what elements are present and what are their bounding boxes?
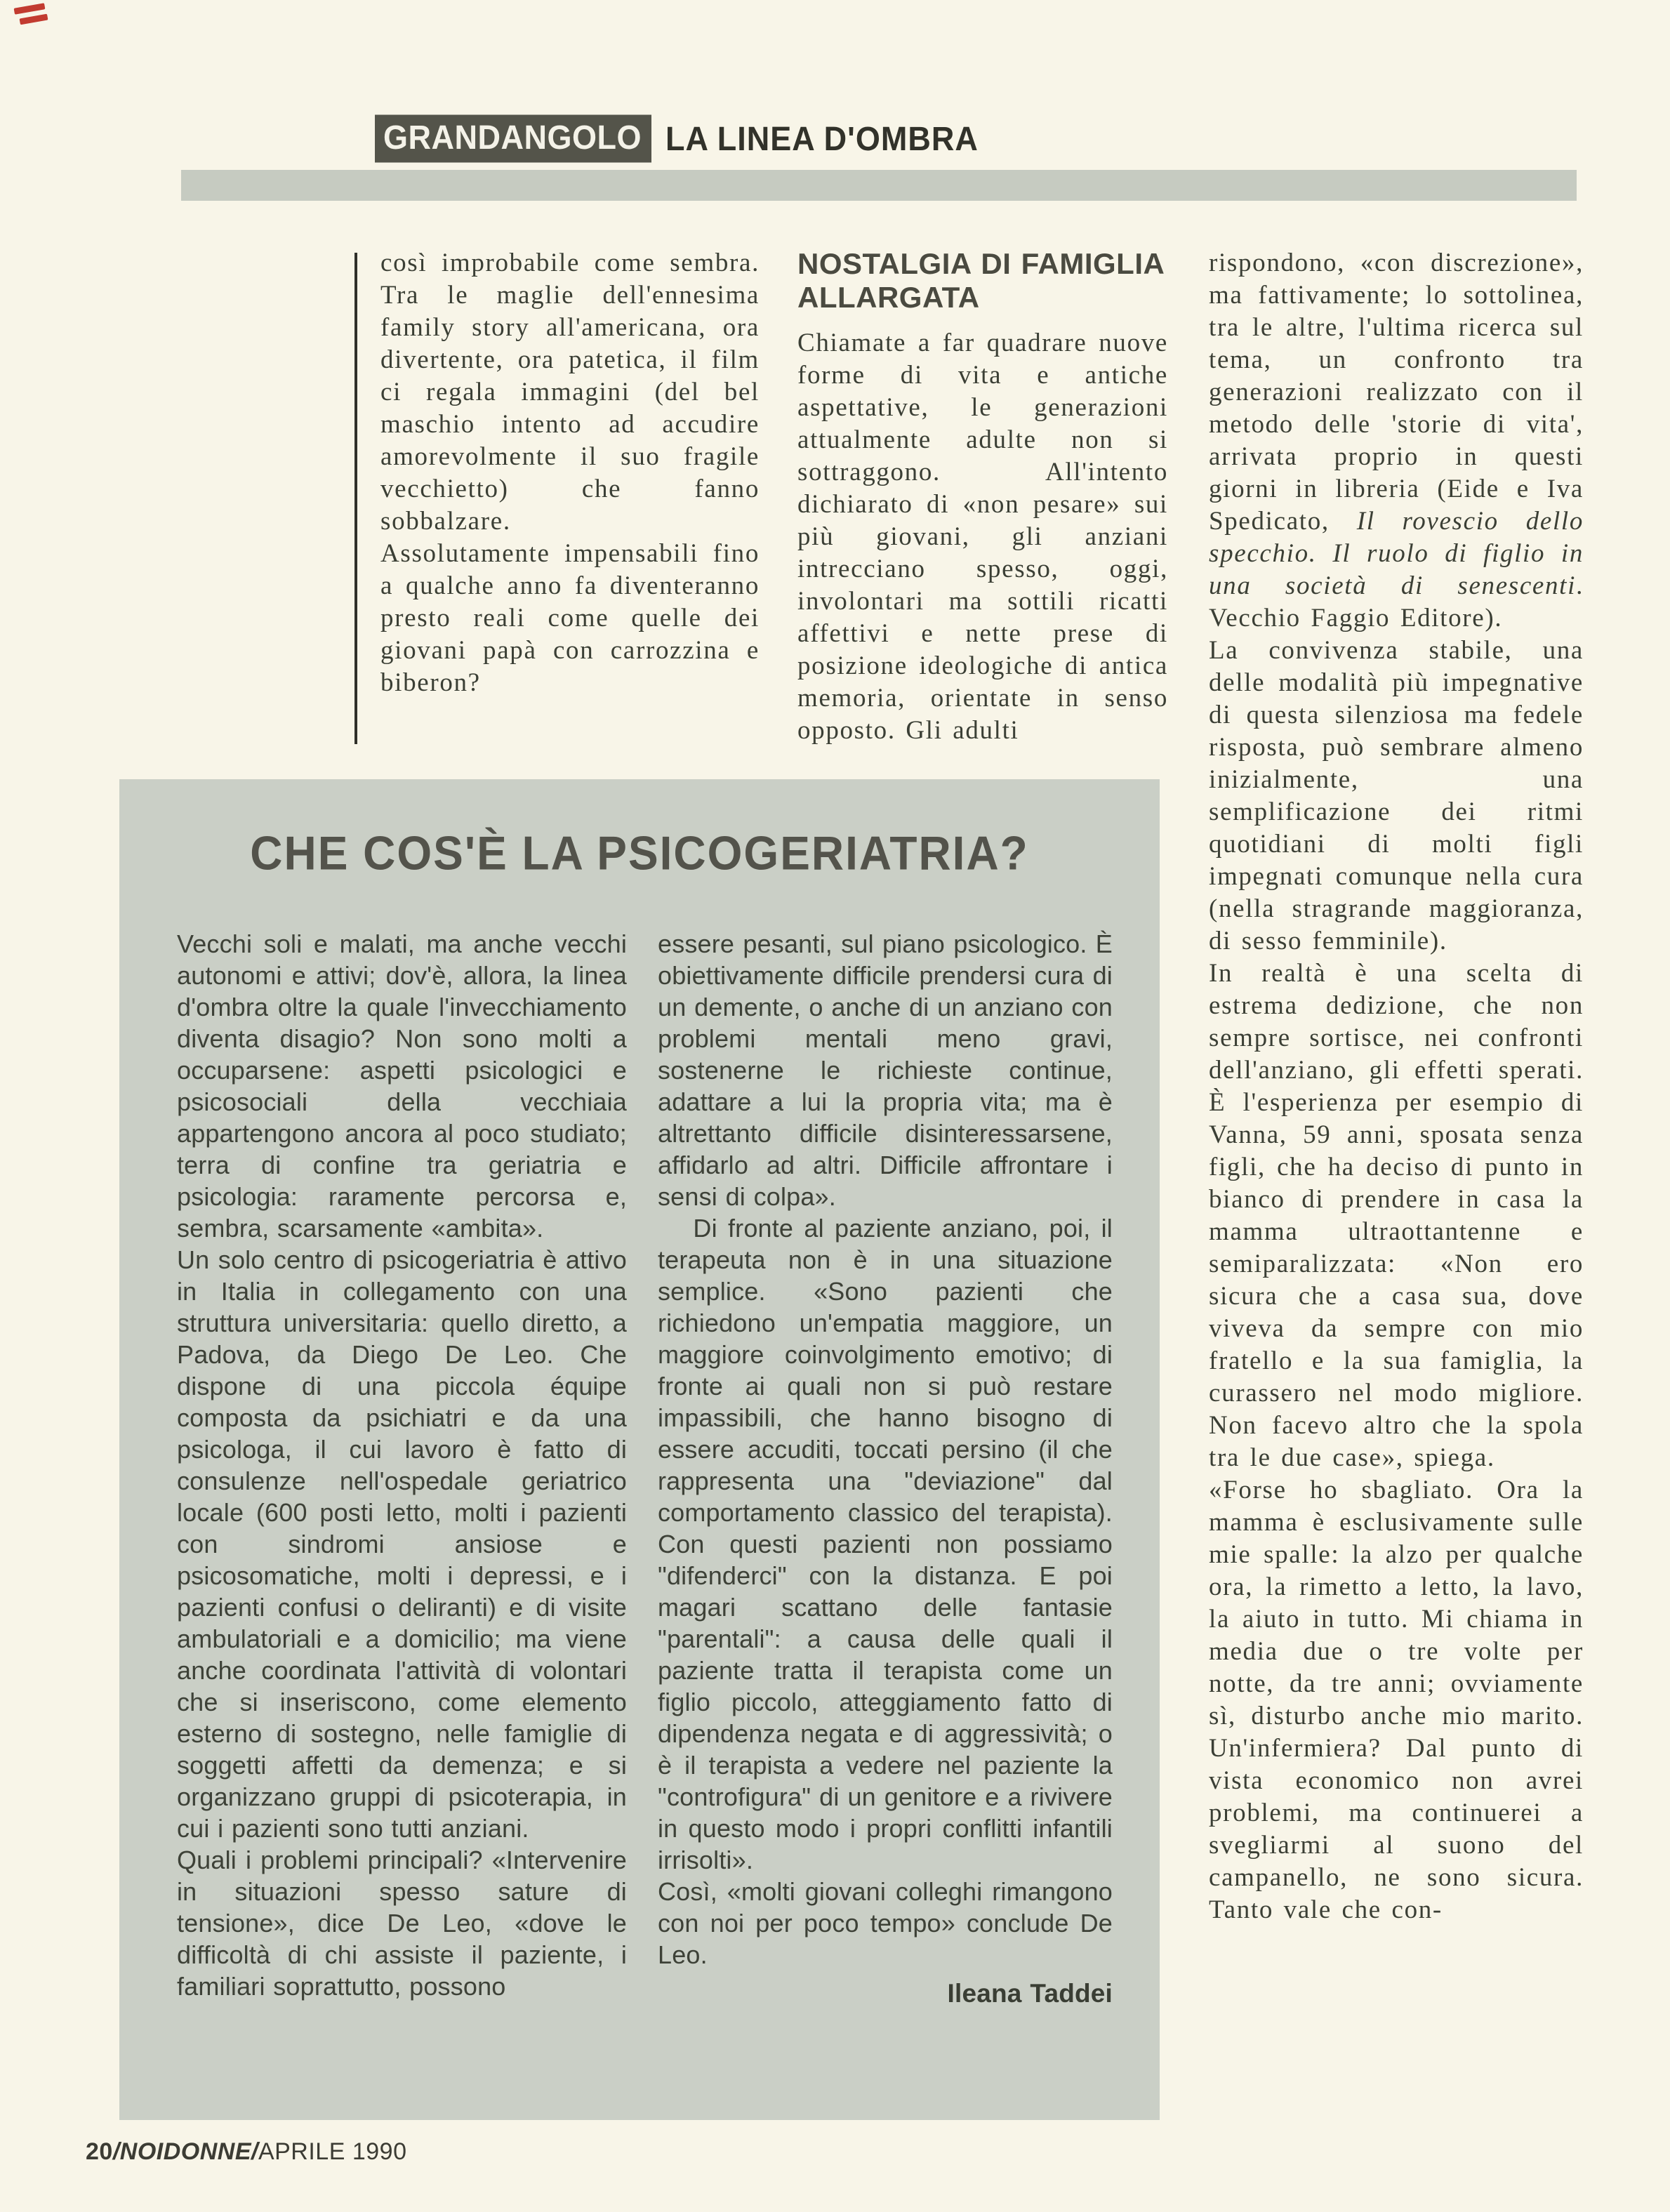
article-column-3: [1209, 247, 1584, 2120]
paragraph: essere pesanti, sul piano psicologico. È obiettivamente difficile prendersi cura di un demente, o anche di un anziano con problemi mentali meno gravi, sostenerne le richieste continue, adattare a lui la propria vita; ma è altrettanto difficile disinteressarsene, affidarlo ad altri. Difficile affrontare i sensi di colpa».: [658, 929, 1113, 1211]
sidebar-box-title: CHE COS'È LA PSICOGERIATRIA?: [250, 826, 1029, 880]
paragraph: Chiamate a far quadrare nuove forme di vita e antiche aspettative, le generazioni attualmente adulte non si sottraggono. All'intento dichiarato di «non pesare» sui più giovani, gli anziani intrecciano spesso, oggi, involontari ma sottili ricatti affettivi e nette prese di posizione ideologiche di antica memoria, orientate in senso opposto. Gli adulti: [797, 329, 1168, 745]
sidebar-box-column-right: [658, 928, 1113, 2086]
red-dash-icon: [20, 14, 48, 25]
sidebar-box-column-left: [177, 928, 627, 2086]
paragraph: Così, «molti giovani colleghi rimangono con noi per poco tempo» conclude De Leo.: [658, 1877, 1113, 1969]
section-kicker: GRANDANGOLO: [375, 114, 651, 162]
book-title: Il rovescio dello specchio. Il ruolo di figlio in una società di senescenti: [1209, 507, 1584, 600]
article-column-1: [380, 247, 760, 747]
paragraph: Un solo centro di psicogeriatria è attivo in Italia in collegamento con una struttura universitaria: quello diretto, a Padova, da Diego De Leo. Che dispone di una piccola équipe composta da psichiatri e da una psicologa, il cui lavoro è fatto di consulenze nell'ospedale geriatrico locale (600 posti letto, molti i pazienti con sindromi ansiose e psicosomatiche, molti i depressi, e i pazienti confusi o deliranti) e di visite ambulatoriali e a domicilio; ma viene anche coordinata l'attività di volontari che si inseriscono, come elemento esterno di sostegno, nelle famiglie di soggetti affetti da demenza; e si organizzano gruppi di psicoterapia, in cui i pazienti sono tutti anziani.: [177, 1245, 627, 1843]
magazine-name: /NOIDONNE/: [112, 2138, 258, 2165]
paragraph: così improbabile come sembra. Tra le maglie dell'ennesima family story all'americana, ora divertente, ora patetica, il film ci regala immagini (del bel maschio intento ad accudire amorevolmente il suo fragile vecchietto) che fanno sobbalzare.: [380, 249, 760, 536]
column-rule: [354, 253, 357, 744]
sidebar-box-columns: [119, 928, 1160, 2086]
paragraph: Di fronte al paziente anziano, poi, il terapeuta non è in una situazione semplice. «Sono pazienti che richiedono un'empatia maggiore, un maggiore coinvolgimento emotivo; di fronte ai quali non si può restare impassibili, che hanno bisogno di essere accuditi, toccati persino (il che rappresenta una "deviazione" dal comportamento classico del terapista). Con questi pazienti non possiamo "difenderci" con la distanza. E poi magari scattano delle fantasie "parentali": a causa delle quali il paziente tratta il terapista come un figlio piccolo, atteggiamento fatto di dipendenza negata e di aggressività; o è il terapista a vedere nel paziente la "controfigura" di un genitore e a rivivere in questo modo i propri conflitti infantili irrisolti».: [658, 1214, 1113, 1874]
subsection-heading: NOSTALGIA DI FAMIGLIA ALLARGATA: [797, 247, 1164, 314]
section-header: [375, 117, 979, 161]
paragraph: Assolutamente impensabili fino a qualche anno fa diventeranno presto reali come quelle dei giovani papà con carrozzina e biberon?: [380, 539, 760, 697]
red-dash-icon: [14, 3, 46, 15]
paragraph: Vecchi soli e malati, ma anche vecchi autonomi e attivi; dov'è, allora, la linea d'ombra oltre la quale l'invecchiamento diventa disagio? Non sono molti a occuparsene: aspetti psicologici e psicosociali della vecchiaia appartengono ancora al poco studiato; terra di confine tra geriatria e psicologia: raramente percorsa e, sembra, scarsamente «ambita».: [177, 929, 627, 1243]
print-registration-marks-icon: [10, 4, 59, 32]
author-byline: Ileana Taddei: [947, 1979, 1113, 2008]
article-column-2: [797, 247, 1168, 767]
sidebar-box-psicogeriatria: [119, 779, 1160, 2120]
paragraph: «Forse ho sbagliato. Ora la mamma è esclusivamente sulle mie spalle: la alzo per qualche ora, la rimetto a letto, la lavo, la aiuto in tutto. Mi chiama in media due o tre volte per notte, da tre anni; ovviamente sì, disturbo anche mio marito. Un'infermiera? Dal punto di vista economico non avrei problemi, ma continuerei a svegliarmi al suono del campanello, ne sono sicura. Tanto vale che con-: [1209, 1476, 1584, 1924]
paragraph: La convivenza stabile, una delle modalità più impegnative di questa silenziosa ma fedele risposta, può sembrare almeno inizialmente, una semplificazione dei ritmi quotidiani di molti figli impegnati comunque nella cura (nella stragrande maggioranza, di sesso femminile).: [1209, 636, 1584, 955]
paragraph-text: . Vecchio Faggio Editore).: [1209, 571, 1584, 633]
paragraph: In realtà è una scelta di estrema dedizione, che non sempre sortisce, nei confronti dell'anziano, gli effetti sperati. È l'esperienza per esempio di Vanna, 59 anni, sposata senza figli, che ha deciso di punto in bianco di prendere in casa la mamma ultraottantenne e semiparalizzata: «Non ero sicura che a casa sua, dove viveva da sempre con mio fratello e la sua famiglia, la curassero nel modo migliore. Non facevo altro che la spola tra le due case», spiega.: [1209, 959, 1584, 1472]
page-footer: [86, 2138, 406, 2166]
issue-date: APRILE 1990: [258, 2138, 407, 2165]
page-title: LA LINEA D'OMBRA: [665, 119, 979, 158]
paragraph: [1209, 247, 1584, 635]
paragraph-text: rispondono, «con discrezione», ma fattivamente; lo sottolinea, tra le altre, l'ultima ricerca sul tema, un confronto tra generazioni realizzato con il metodo delle 'storie di vita', arrivata proprio in questi giorni in libreria (Eide e Iva Spedicato,: [1209, 249, 1584, 536]
paragraph: Quali i problemi principali? «Intervenire in situazioni spesso sature di tensione», dice De Leo, «dove le difficoltà di chi assiste il paziente, i familiari soprattutto, possono: [177, 1846, 627, 2001]
page-number: 20: [86, 2138, 113, 2165]
header-divider-bar: [181, 170, 1577, 201]
